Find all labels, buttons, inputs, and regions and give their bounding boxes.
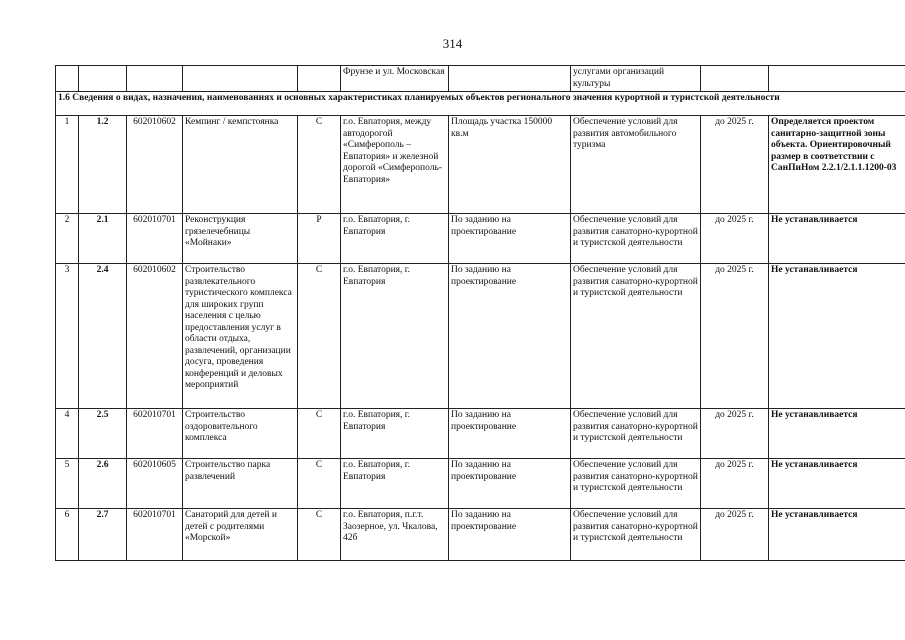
object-location: г.о. Евпатория, г. Евпатория — [341, 459, 449, 509]
object-purpose: Обеспечение условий для развития санаторно-курортной и туристской деятельности — [571, 214, 701, 264]
object-location: г.о. Евпатория, между автодорогой «Симферополь – Евпатория» и железной дорогой «Симферополь-Евпатория» — [341, 116, 449, 214]
table-row — [56, 214, 905, 264]
object-characteristics: По заданию на проектирование — [449, 409, 571, 459]
table-row — [56, 459, 905, 509]
row-number: 2 — [56, 214, 79, 264]
object-code: 1.2 — [79, 116, 127, 214]
object-characteristics: Площадь участка 150000 кв.м — [449, 116, 571, 214]
object-name: Реконструкция грязелечебницы «Мойнаки» — [183, 214, 298, 264]
continuation-location: Фрунзе и ул. Московская — [341, 66, 449, 92]
object-status: С — [298, 459, 341, 509]
object-location: г.о. Евпатория, г. Евпатория — [341, 214, 449, 264]
object-purpose: Обеспечение условий для развития санаторно-курортной и туристской деятельности — [571, 459, 701, 509]
object-zone: Не устанавливается — [769, 409, 905, 459]
object-name: Строительство оздоровительного комплекса — [183, 409, 298, 459]
object-code: 2.1 — [79, 214, 127, 264]
object-zone: Не устанавливается — [769, 214, 905, 264]
planned-objects-table — [55, 65, 905, 561]
object-name: Строительство парка развлечений — [183, 459, 298, 509]
row-number: 5 — [56, 459, 79, 509]
object-name: Строительство развлекательного туристического комплекса для широких групп населения с целью предоставления услуг в области отдыха, развлечений, организации досуга, проведения конференций и деловых мероприятий — [183, 264, 298, 409]
object-name: Кемпинг / кемпстоянка — [183, 116, 298, 214]
object-purpose: Обеспечение условий для развития автомобильного туризма — [571, 116, 701, 214]
object-status: С — [298, 509, 341, 561]
object-id: 602010701 — [127, 409, 183, 459]
object-purpose: Обеспечение условий для развития санаторно-курортной и туристской деятельности — [571, 409, 701, 459]
object-status: С — [298, 116, 341, 214]
object-id: 602010602 — [127, 116, 183, 214]
table-row — [56, 509, 905, 561]
object-deadline: до 2025 г. — [701, 509, 769, 561]
object-code: 2.7 — [79, 509, 127, 561]
object-code: 2.6 — [79, 459, 127, 509]
object-characteristics: По заданию на проектирование — [449, 459, 571, 509]
table-row — [56, 409, 905, 459]
object-characteristics: По заданию на проектирование — [449, 214, 571, 264]
object-id: 602010605 — [127, 459, 183, 509]
object-zone: Не устанавливается — [769, 264, 905, 409]
object-purpose: Обеспечение условий для развития санаторно-курортной и туристской деятельности — [571, 509, 701, 561]
section-header-row — [56, 92, 905, 116]
object-id: 602010701 — [127, 509, 183, 561]
object-zone: Не устанавливается — [769, 459, 905, 509]
object-deadline: до 2025 г. — [701, 409, 769, 459]
object-deadline: до 2025 г. — [701, 459, 769, 509]
object-characteristics: По заданию на проектирование — [449, 509, 571, 561]
object-location: г.о. Евпатория, г. Евпатория — [341, 409, 449, 459]
object-zone: Не устанавливается — [769, 509, 905, 561]
object-status: С — [298, 264, 341, 409]
object-deadline: до 2025 г. — [701, 214, 769, 264]
object-location: г.о. Евпатория, п.г.т. Заозерное, ул. Чкалова, 42б — [341, 509, 449, 561]
object-deadline: до 2025 г. — [701, 116, 769, 214]
page-number: 314 — [442, 36, 463, 51]
object-name: Санаторий для детей и детей с родителями «Морской» — [183, 509, 298, 561]
object-zone: Определяется проектом санитарно-защитной зоны объекта. Ориентировочный размер в соответствии с СанПиНом 2.2.1/2.1.1.1200-03 — [769, 116, 905, 214]
row-number: 1 — [56, 116, 79, 214]
row-number: 6 — [56, 509, 79, 561]
object-characteristics: По заданию на проектирование — [449, 264, 571, 409]
row-number: 4 — [56, 409, 79, 459]
row-number: 3 — [56, 264, 79, 409]
object-location: г.о. Евпатория, г. Евпатория — [341, 264, 449, 409]
object-code: 2.5 — [79, 409, 127, 459]
object-deadline: до 2025 г. — [701, 264, 769, 409]
object-purpose: Обеспечение условий для развития санаторно-курортной и туристской деятельности — [571, 264, 701, 409]
continuation-row — [56, 66, 905, 92]
table-row — [56, 116, 905, 214]
object-id: 602010701 — [127, 214, 183, 264]
table-row — [56, 264, 905, 409]
object-status: С — [298, 409, 341, 459]
object-code: 2.4 — [79, 264, 127, 409]
continuation-purpose: услугами организаций культуры — [571, 66, 701, 92]
object-id: 602010602 — [127, 264, 183, 409]
object-status: Р — [298, 214, 341, 264]
section-title: 1.6 Сведения о видах, назначения, наименованиях и основных характеристиках планируемых объектов регионального значения курортной и туристской деятельности — [56, 92, 905, 116]
